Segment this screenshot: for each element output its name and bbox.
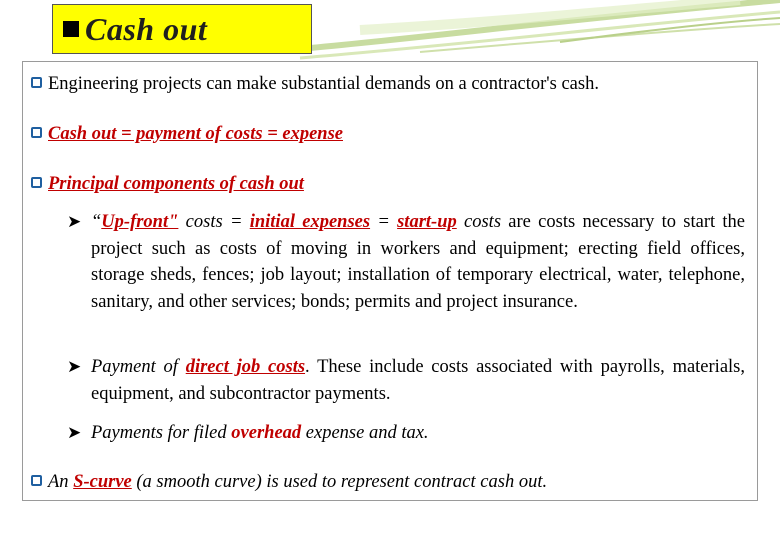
sub-bullet-overhead: ➤ Payments for filed overhead expense and tax. — [67, 420, 745, 447]
checkbox-bullet-icon — [31, 77, 42, 88]
content-box — [22, 61, 758, 501]
bullet-cash-out-definition: Cash out = payment of costs = expense — [31, 122, 343, 146]
bullet-principal-components: Principal components of cash out — [31, 172, 304, 196]
square-bullet-icon — [63, 21, 79, 37]
bullet-engineering-projects: Engineering projects can make substantial demands on a contractor's cash. — [31, 72, 599, 96]
sub-bullet-upfront-costs: ➤ “Up-front" costs = initial expenses = start-up costs are costs necessary to start the project such as costs of moving in workers and equipment; erecting field offices, storage sheds, fences; job layout; installation of temporary electrical, water, telephone, sanitary, and other services; bonds; permits and project insurance. — [67, 209, 745, 315]
arrow-bullet-icon: ➤ — [67, 357, 82, 376]
arrow-bullet-icon: ➤ — [67, 423, 82, 442]
arrow-bullet-icon: ➤ — [67, 212, 82, 231]
bullet-s-curve: An S-curve (a smooth curve) is used to represent contract cash out. — [31, 470, 547, 494]
sub-bullet-direct-job-costs: ➤ Payment of direct job costs. These include costs associated with payrolls, materials, equipment, and subcontractor payments. — [67, 354, 745, 407]
title-text: Cash out — [85, 10, 208, 47]
checkbox-bullet-icon — [31, 177, 42, 188]
slide-title — [52, 4, 312, 54]
checkbox-bullet-icon — [31, 127, 42, 138]
checkbox-bullet-icon — [31, 475, 42, 486]
